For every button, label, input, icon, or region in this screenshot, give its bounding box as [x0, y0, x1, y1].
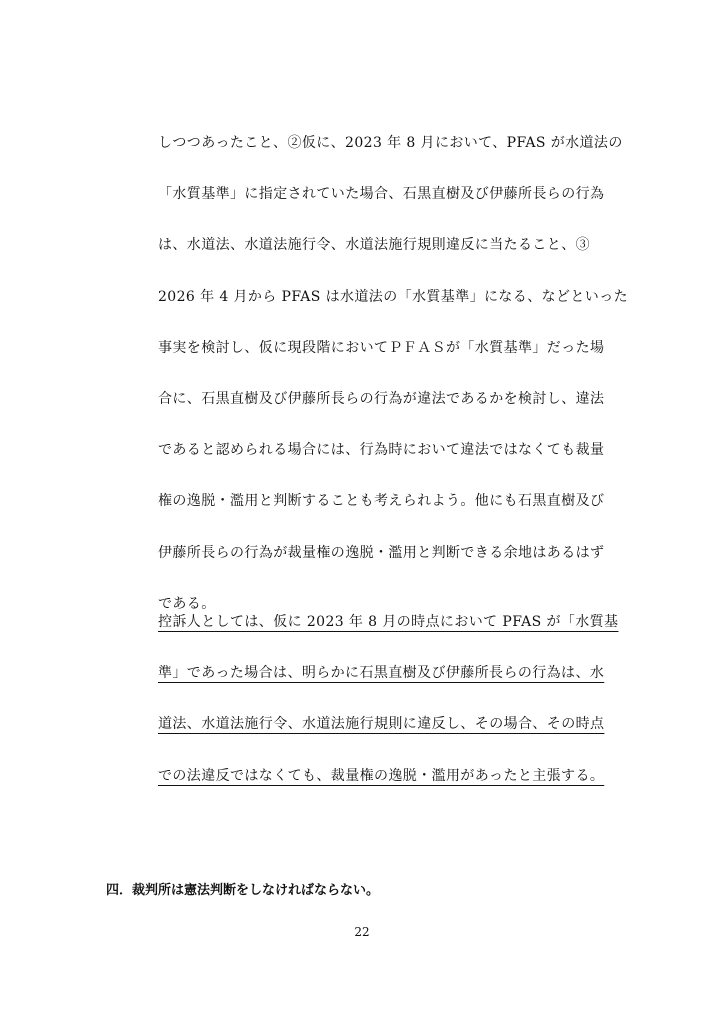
paragraph-line: での法違反ではなくても、裁量権の逸脱・濫用があったと主張する。	[158, 767, 605, 784]
paragraph-line: 「水質基準」に指定されていた場合、石黒直樹及び伊藤所長らの行為	[158, 186, 605, 203]
paragraph-line: である。	[158, 595, 216, 612]
paragraph-line: 準」であった場合は、明らかに石黒直樹及び伊藤所長らの行為は、水	[158, 665, 605, 682]
paragraph-line: 権の逸脱・濫用と判断することも考えられよう。他にも石黒直樹及び	[158, 493, 605, 510]
section-heading: 四．裁判所は憲法判断をしなければならない。	[106, 883, 380, 898]
paragraph-line: 2026 年 4 月から PFAS は水道法の「水質基準」になる、などといった	[158, 288, 629, 305]
page-number: 22	[354, 925, 370, 939]
paragraph-line: は、水道法、水道法施行令、水道法施行規則違反に当たること、③	[158, 237, 590, 254]
paragraph-line: 事実を検討し、仮に現段階においてＰＦＡＳが「水質基準」だった場	[158, 339, 605, 356]
body-paragraph-2-underlined	[158, 612, 618, 817]
paragraph-line: 控訴人としては、仮に 2023 年 8 月の時点において PFAS が「水質基	[158, 614, 619, 630]
paragraph-line: しつつあったこと、②仮に、2023 年 8 月において、PFAS が水道法の	[158, 135, 623, 151]
paragraph-line: であると認められる場合には、行為時において違法ではなくても裁量	[158, 442, 605, 459]
paragraph-line: 伊藤所長らの行為が裁量権の逸脱・濫用と判断できる余地はあるはず	[158, 544, 605, 561]
body-paragraph-1	[158, 133, 629, 645]
paragraph-line: 合に、石黒直樹及び伊藤所長らの行為が違法であるかを検討し、違法	[158, 390, 605, 407]
paragraph-line: 道法、水道法施行令、水道法施行規則に違反し、その場合、その時点	[158, 716, 605, 733]
